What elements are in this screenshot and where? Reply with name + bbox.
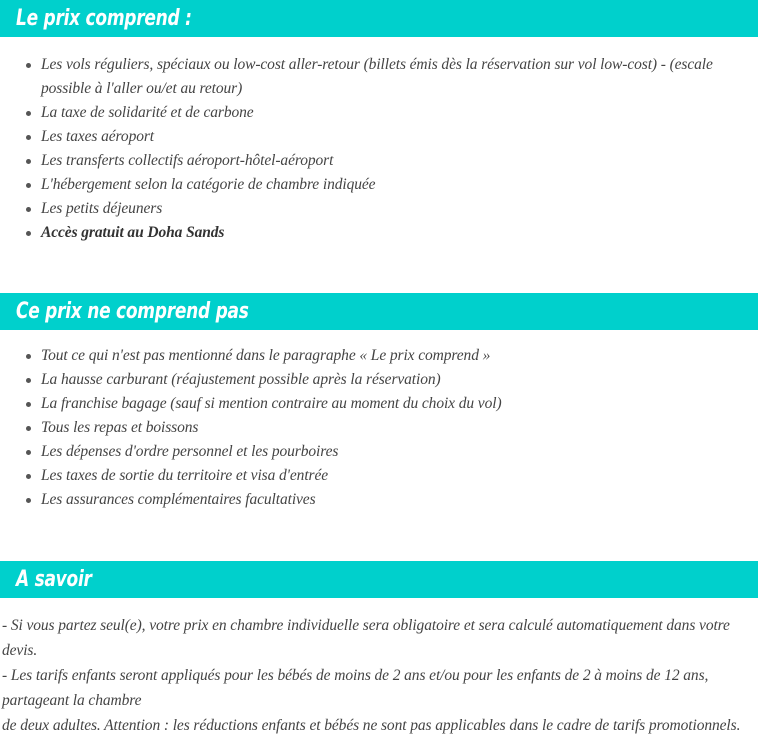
section-body-not-included bbox=[0, 344, 758, 512]
paragraph: - Si vous partez seul(e), votre prix en chambre individuelle sera obligatoire et sera calculé automatiquement dans votre devis. bbox=[2, 617, 730, 659]
list-item: Accès gratuit au Doha Sands bbox=[0, 221, 758, 245]
spacer bbox=[0, 598, 758, 613]
list-item: La hausse carburant (réajustement possible après la réservation) bbox=[0, 368, 758, 392]
list-item: Les petits déjeuners bbox=[0, 197, 758, 221]
section-header-not-included bbox=[0, 293, 758, 330]
list-item: Tout ce qui n'est pas mentionné dans le paragraphe « Le prix comprend » bbox=[0, 344, 758, 368]
section-not-included bbox=[0, 293, 758, 512]
list-item: Les assurances complémentaires facultatives bbox=[0, 488, 758, 512]
included-list bbox=[0, 53, 758, 245]
list-item: La taxe de solidarité et de carbone bbox=[0, 101, 758, 125]
section-header-good-to-know bbox=[0, 561, 758, 598]
list-item: Tous les repas et boissons bbox=[0, 416, 758, 440]
section-included bbox=[0, 0, 758, 245]
section-good-to-know bbox=[0, 561, 758, 738]
section-body-good-to-know bbox=[0, 613, 758, 738]
spacer bbox=[0, 245, 758, 293]
list-item: Les dépenses d'ordre personnel et les pourboires bbox=[0, 440, 758, 464]
section-title-not-included: Ce prix ne comprend pas bbox=[16, 298, 249, 324]
section-title-good-to-know: A savoir bbox=[16, 566, 92, 592]
section-body-included bbox=[0, 53, 758, 245]
section-header-included bbox=[0, 0, 758, 37]
not-included-list bbox=[0, 344, 758, 512]
list-item: Les transferts collectifs aéroport-hôtel-aéroport bbox=[0, 149, 758, 173]
list-item: Les taxes aéroport bbox=[0, 125, 758, 149]
list-item: La franchise bagage (sauf si mention contraire au moment du choix du vol) bbox=[0, 392, 758, 416]
paragraph: de deux adultes. Attention : les réductions enfants et bébés ne sont pas applicables dans le cadre de tarifs promotionnels. bbox=[2, 717, 741, 734]
spacer bbox=[0, 330, 758, 344]
list-item: Les taxes de sortie du territoire et visa d'entrée bbox=[0, 464, 758, 488]
paragraph: - Les tarifs enfants seront appliqués pour les bébés de moins de 2 ans et/ou pour les enfants de 2 à moins de 12 ans, partageant la chambre bbox=[2, 667, 709, 709]
spacer bbox=[0, 37, 758, 53]
spacer bbox=[0, 512, 758, 561]
section-title-included: Le prix comprend : bbox=[16, 5, 192, 31]
list-item: L'hébergement selon la catégorie de chambre indiquée bbox=[0, 173, 758, 197]
list-item: Les vols réguliers, spéciaux ou low-cost aller-retour (billets émis dès la réservation sur vol low-cost) - (escale possible à l'aller ou/et au retour) bbox=[0, 53, 758, 101]
